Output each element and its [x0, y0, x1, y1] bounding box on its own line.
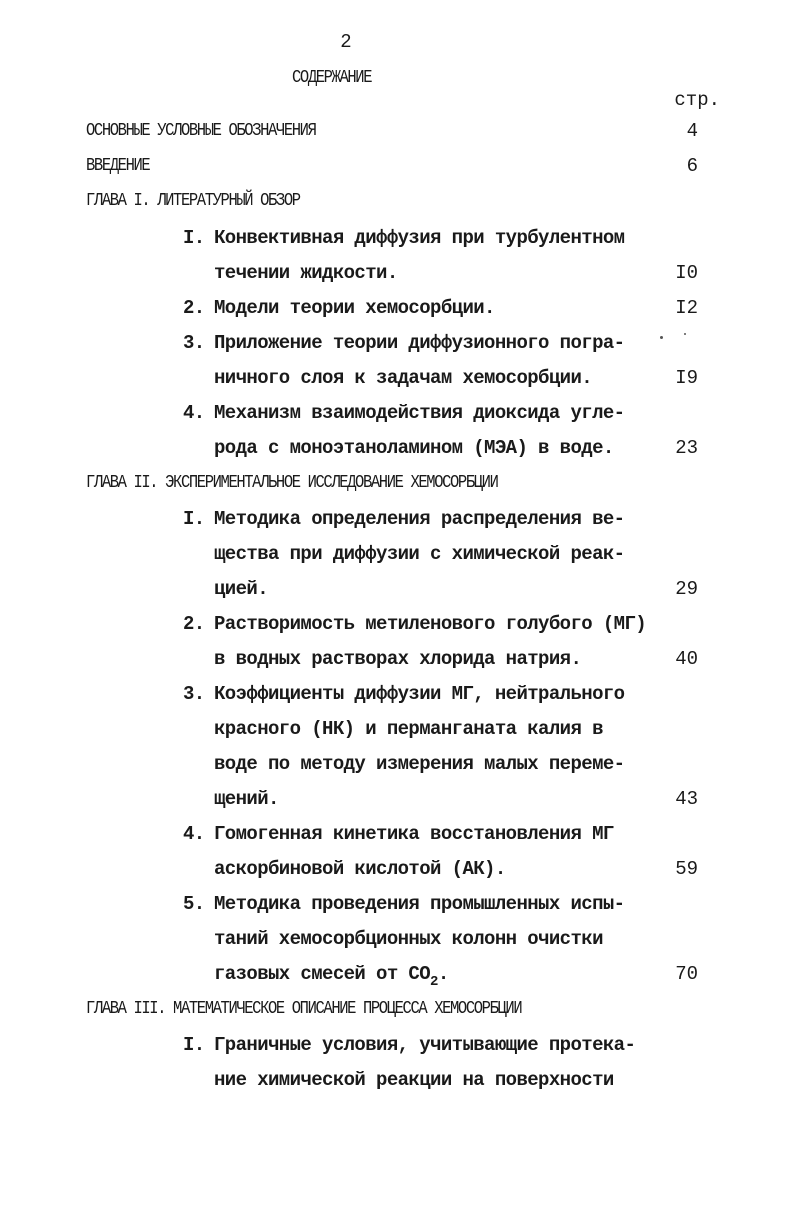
- toc-page: 59: [675, 858, 698, 880]
- toc-item-number: 5.: [183, 893, 205, 915]
- toc-item-line: в водных растворах хлорида натрия.: [214, 648, 582, 670]
- toc-item-line: [214, 962, 449, 988]
- toc-item-line: красного (НК) и перманганата калия в: [214, 718, 603, 740]
- toc-item-number: 2.: [183, 297, 205, 319]
- toc-page: 40: [675, 648, 698, 670]
- toc-chapter-2: ГЛАВА II. ЭКСПЕРИМЕНТАЛЬНОЕ ИССЛЕДОВАНИЕ ХЕМОСОРБЦИИ: [86, 473, 498, 493]
- toc-page: I9: [675, 367, 698, 389]
- toc-item-line: Приложение теории диффузионного погра-: [214, 332, 625, 354]
- toc-item-line: ние химической реакции на поверхности: [214, 1069, 614, 1091]
- toc-item-number: I.: [183, 227, 205, 249]
- toc-item-line: Модели теории хемосорбции.: [214, 297, 495, 319]
- toc-page: 23: [675, 437, 698, 459]
- toc-page: I2: [675, 297, 698, 319]
- scan-speck: [660, 336, 663, 339]
- toc-item-line: Коэффициенты диффузии МГ, нейтрального: [214, 683, 625, 705]
- scan-speck: [684, 333, 686, 335]
- toc-item-line: щества при диффузии с химической реак-: [214, 543, 625, 565]
- toc-item-line: течении жидкости.: [214, 262, 398, 284]
- toc-item-line: Методика проведения промышленных испы-: [214, 893, 625, 915]
- toc-chapter-3: ГЛАВА III. МАТЕМАТИЧЕСКОЕ ОПИСАНИЕ ПРОЦЕССА ХЕМОСОРБЦИИ: [86, 999, 522, 1019]
- toc-item-line: Граничные условия, учитывающие протека-: [214, 1034, 636, 1056]
- toc-item-line: Конвективная диффузия при турбулентном: [214, 227, 625, 249]
- toc-item-number: 4.: [183, 402, 205, 424]
- toc-item-line: цией.: [214, 578, 269, 600]
- toc-entry-introduction: ВВЕДЕНИЕ: [86, 156, 150, 176]
- toc-item-number: 4.: [183, 823, 205, 845]
- toc-item-line: Гомогенная кинетика восстановления МГ: [214, 823, 614, 845]
- document-title: СОДЕРЖАНИЕ: [292, 68, 372, 88]
- toc-item-number: I.: [183, 1034, 205, 1056]
- toc-page: 29: [675, 578, 698, 600]
- toc-chapter-1: ГЛАВА I. ЛИТЕРАТУРНЫЙ ОБЗОР: [86, 191, 300, 211]
- toc-entry-notation: ОСНОВНЫЕ УСЛОВНЫЕ ОБОЗНАЧЕНИЯ: [86, 121, 316, 141]
- toc-item-line: аскорбиновой кислотой (АК).: [214, 858, 506, 880]
- toc-item-line-tail: .: [437, 963, 449, 985]
- toc-item-line: щений.: [214, 788, 279, 810]
- toc-item-line: рода с моноэтаноламином (МЭА) в воде.: [214, 437, 614, 459]
- toc-page: I0: [675, 262, 698, 284]
- toc-item-line: Методика определения распределения ве-: [214, 508, 625, 530]
- toc-item-line: ничного слоя к задачам хемосорбции.: [214, 367, 593, 389]
- toc-item-line-text: газовых смесей от CO: [214, 963, 431, 985]
- toc-item-line: Растворимость метиленового голубого (МГ): [214, 613, 647, 635]
- toc-item-number: 3.: [183, 683, 205, 705]
- toc-page: 6: [686, 155, 698, 177]
- co2-subscript: 2: [430, 974, 438, 990]
- page-number: 2: [340, 31, 352, 53]
- page-column-label: стр.: [674, 89, 720, 111]
- toc-item-line: Механизм взаимодействия диоксида угле-: [214, 402, 625, 424]
- toc-page: 70: [675, 963, 698, 985]
- toc-item-line: таний хемосорбционных колонн очистки: [214, 928, 603, 950]
- toc-item-line: воде по методу измерения малых переме-: [214, 753, 625, 775]
- toc-page: 43: [675, 788, 698, 810]
- toc-page: 4: [686, 120, 698, 142]
- toc-item-number: 3.: [183, 332, 205, 354]
- toc-item-number: I.: [183, 508, 205, 530]
- toc-item-number: 2.: [183, 613, 205, 635]
